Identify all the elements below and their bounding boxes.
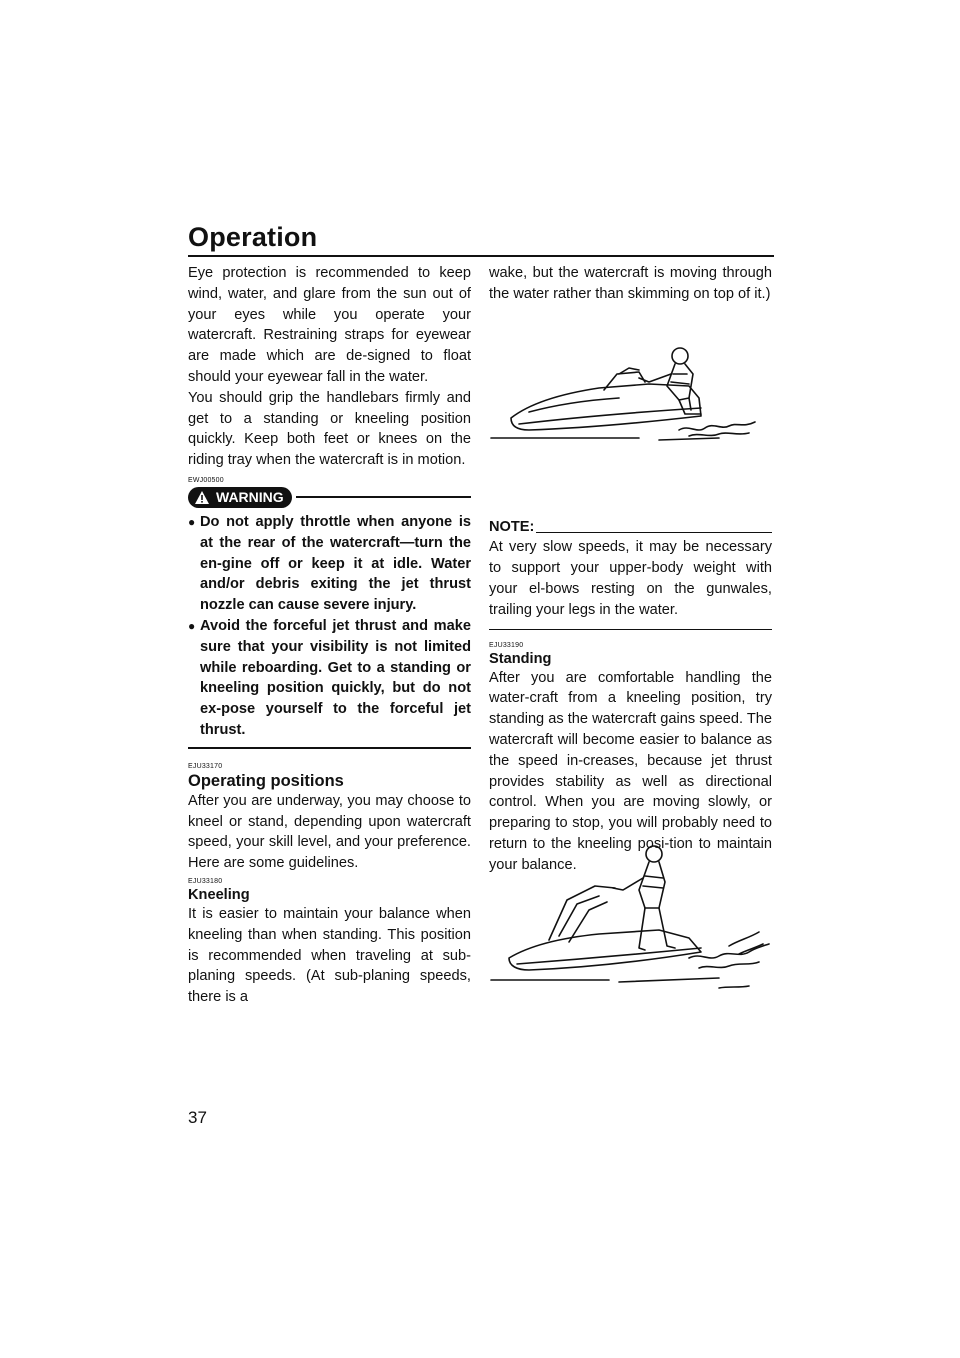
standing-heading: Standing (489, 650, 552, 667)
note-label: NOTE: (489, 518, 535, 535)
standing-text: After you are comfortable handling the water-craft from a kneeling position, try standing as the watercraft gains speed. The watercraft will become easier to balance as the speed in-creases, because jet thrust provides stability as well as directional control. When you are moving slowly, or preparing to stop, you will probably need to return to the kneeling posi-tion to maintain your balance. (489, 669, 772, 873)
operating-heading: Operating positions (188, 771, 344, 790)
kneeling-continued: wake, but the watercraft is moving through the water rather than skimming on top of it.) (489, 265, 772, 302)
kneeling-heading: Kneeling (188, 886, 250, 903)
warning-box (188, 508, 471, 749)
left-column (188, 263, 471, 1008)
title-rule (188, 255, 774, 257)
intro-paragraph-1: Eye protection is recommended to keep wind, water, and glare from the sun out of your eyes while you operate your watercraft. Restraining straps for eyewear are made which are de-signed to float should your eyewear fall in the water. (188, 265, 471, 385)
note-box (489, 537, 772, 629)
warning-item-text: Avoid the forceful jet thrust and make sure that your visibility is not limited while reboarding. Get to a standing or kneeling position quickly, but do not ex-pose yourself to the forceful jet thrust. (200, 617, 471, 738)
warning-label: WARNING (216, 488, 284, 505)
bullet-icon: ● (188, 514, 196, 529)
page-number: 37 (188, 1108, 207, 1127)
operating-text: After you are underway, you may choose to kneel or stand, depending upon watercraft speed, your skill level, and your preference. Here are some guidelines. (188, 792, 471, 872)
operating-code: EJU33170 (188, 762, 223, 770)
page-title: Operation (188, 222, 318, 252)
intro-paragraph-2: You should grip the handlebars firmly and get to a standing or kneeling position quickly. Keep both feet or knees on the riding tray when the watercraft is in motion. (188, 389, 471, 469)
warning-rule (296, 496, 471, 498)
warning-badge (188, 487, 292, 508)
note-rule (536, 532, 772, 533)
kneeling-text: It is easier to maintain your balance when kneeling than when standing. This position is recommended when traveling at sub-planing speeds. (At sub-planing speeds, there is a (188, 905, 471, 1006)
warning-item (188, 616, 471, 741)
note-header (489, 517, 772, 538)
warning-triangle-icon (194, 490, 210, 505)
kneeling-rider-illustration (489, 338, 774, 450)
standing-code: EJU33190 (489, 641, 524, 649)
warning-item (188, 512, 471, 616)
kneeling-code: EJU33180 (188, 877, 223, 885)
warning-code: EWJ00500 (188, 476, 224, 484)
bullet-icon: ● (188, 618, 196, 633)
standing-rider-illustration (489, 838, 774, 993)
warning-header (188, 487, 471, 508)
warning-item-text: Do not apply throttle when anyone is at the rear of the watercraft—turn the en-gine off or keep it at idle. Water and/or debris exiting the jet thrust nozzle can cause severe injury. (200, 513, 471, 614)
note-text: At very slow speeds, it may be necessary to support your upper-body weight with your el-bows resting on the gunwales, trailing your legs in the water. (489, 539, 772, 618)
